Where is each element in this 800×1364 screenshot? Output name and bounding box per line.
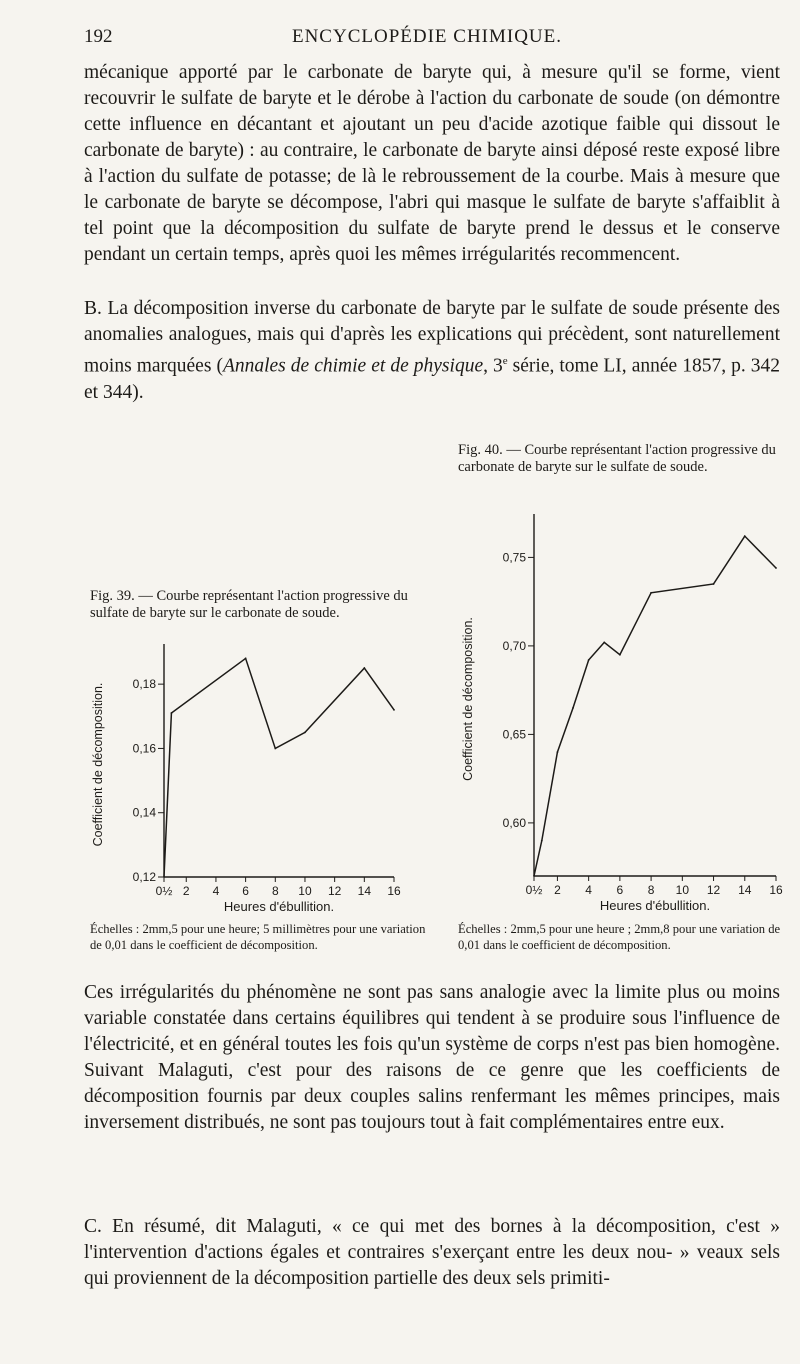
chart39-curve — [164, 658, 394, 877]
chart39-y-axis-label: Coefficient de décomposition. — [91, 682, 105, 847]
chart40-x-tick-label: 8 — [647, 883, 655, 897]
fig40-svg — [456, 500, 794, 914]
chart40-data-point — [713, 583, 715, 585]
chart39-y-tick-label: 0,14 — [132, 805, 156, 820]
fig40-scale-note: Échelles : 2mm,5 pour une heure ; 2mm,8 pour une variation de 0,01 dans le coefficient de décomposition. — [458, 922, 781, 952]
running-title: ENCYCLOPÉDIE CHIMIQUE. — [291, 26, 563, 47]
chart39-data-point — [304, 731, 306, 733]
chart39-data-point — [274, 748, 276, 750]
chart40-data-point — [775, 567, 777, 569]
journal-title: Annales de chimie et de physique — [222, 355, 484, 377]
chart39-x-tick-label: 16 — [387, 884, 401, 898]
chart40-data-point — [572, 707, 574, 709]
chart39-x-tick-label: 0½ — [155, 884, 173, 898]
chart40-y-tick-label: 0,70 — [502, 638, 526, 653]
chart40-y-tick-label: 0,60 — [502, 815, 526, 830]
chart40-y-tick-label: 0,65 — [502, 727, 526, 742]
chart40-data-point — [619, 654, 621, 656]
chart39-data-point — [171, 712, 173, 714]
chart40-data-point — [557, 751, 559, 753]
chart40-x-tick-label: 6 — [616, 883, 624, 897]
chart40-x-tick-label: 14 — [738, 883, 752, 897]
page-number: 192 — [84, 26, 113, 47]
paragraph-b-text: B. La décomposition inverse du carbonate de baryte par le sulfate de soude présente des anomalies analogues, mais qui d'après les explications qui précèdent, sont naturellement moins marquées ( — [84, 298, 780, 377]
chart39-x-tick-label: 2 — [182, 884, 190, 898]
running-header — [84, 26, 770, 56]
chart40-curve — [534, 536, 776, 876]
chart40-x-tick-label: 16 — [769, 883, 783, 897]
chart39-data-point — [363, 667, 365, 669]
chart39-x-tick-label: 6 — [242, 884, 249, 898]
chart39-y-tick-label: 0,12 — [132, 870, 156, 884]
chart39-data-point — [245, 658, 247, 660]
chart39-x-tick-label: 12 — [327, 884, 342, 898]
fig40-caption: Fig. 40. — Courbe représentant l'action progressive du carbonate de baryte sur le sulfate de soude. — [458, 442, 776, 475]
chart39-x-axis-label: Heures d'ébullition. — [223, 899, 335, 914]
chart39-y-tick-label: 0,18 — [132, 677, 156, 692]
chart39-x-tick-label: 10 — [298, 884, 312, 898]
chart40-x-tick-label: 10 — [675, 883, 690, 897]
chart39-x-tick-label: 4 — [212, 884, 220, 898]
chart40-x-tick-label: 4 — [585, 883, 592, 897]
chart40-x-tick-label: 2 — [554, 883, 561, 897]
chart40-x-tick-label: 12 — [706, 883, 721, 897]
fig39-svg — [86, 630, 436, 915]
paragraph-b-end: série, tome LI, année 1857, p. 342 et 344). — [84, 355, 781, 403]
chart40-y-tick-label: 0,75 — [502, 550, 526, 565]
fig39-caption: Fig. 39. — Courbe représentant l'action progressive du sulfate de baryte sur le carbonate de soude. — [90, 588, 408, 621]
chart40-x-axis-label: Heures d'ébullition. — [599, 898, 711, 913]
chart39-y-tick-label: 0,16 — [132, 741, 156, 756]
chart40-data-point — [650, 592, 652, 594]
chart39-x-tick-label: 14 — [357, 884, 372, 898]
chart39-data-point — [393, 709, 395, 711]
chart39-x-tick-label: 8 — [271, 884, 279, 898]
chart40-data-point — [533, 875, 535, 877]
paragraph-c: C. En résumé, dit Malaguti, « ce qui met des bornes à la décomposition, c'est » l'intervention d'actions égales et contraires s'exerçant entre les deux nou- » veaux sels qui proviennent de la décomposition partielle des deux sels primiti- — [84, 1216, 780, 1289]
chart40-data-point — [588, 659, 590, 661]
series-number: 3 — [493, 355, 503, 377]
chart40-y-axis-label: Coefficient de décomposition. — [461, 617, 475, 781]
chart39-data-point — [163, 876, 165, 878]
chart40-x-tick-label: 0½ — [525, 883, 543, 897]
paragraph-irregularites: Ces irrégularités du phénomène ne sont pas sans analogie avec la limite plus ou moins variable constatée dans certains équilibres qui tendent à se produire sous l'influence de l'électricité, et en général toutes les fois qu'un système de corps n'est pas bien homogène. Suivant Malaguti, c'est pour des raisons de ce genre que les coefficients de décomposition fournis par deux couples salins renfermant les mêmes principes, mais inversement distribués, ne sont pas toujours tout à fait complémentaires entre eux. — [84, 982, 780, 1133]
chart40-data-point — [744, 535, 746, 537]
fig40-chart — [456, 500, 794, 919]
chart40-data-point — [603, 641, 605, 643]
series-superscript: e — [502, 355, 508, 367]
paragraph-b: B. La décomposition inverse du carbonate de baryte par le sulfate de soude présente des anomalies analogues, mais qui d'après les explications qui précèdent, sont naturellement moins marquées (Annales de chimie et de physique, 3e série, tome LI, année 1857, p. 342 et 344). — [84, 298, 781, 403]
paragraph-mecanique: mécanique apporté par le carbonate de baryte qui, à mesure qu'il se forme, vient recouvrir le sulfate de baryte et le dérobe à l'action du carbonate de soude (on démontre cette influence en décantant et ajoutant un peu d'acide azotique faible qui dissout le carbonate de baryte) : au contraire, le carbonate de baryte ainsi déposé reste exposé libre à l'action du sulfate de potasse; de là le rebroussement de la courbe. Mais à mesure que le carbonate de baryte se décompose, l'abri qui masque le sulfate de baryte s'affaiblit à tel point que la décomposition du sulfate de baryte prend le dessus et le conserve pendant un certain temps, après quoi les mêmes irrégularités recommencent. — [84, 62, 780, 265]
fig39-scale-note: Échelles : 2mm,5 pour une heure; 5 millimètres pour une variation de 0,01 dans le coefficient de décomposition. — [90, 922, 426, 952]
chart40-data-point — [541, 840, 543, 842]
fig39-chart — [86, 630, 436, 920]
